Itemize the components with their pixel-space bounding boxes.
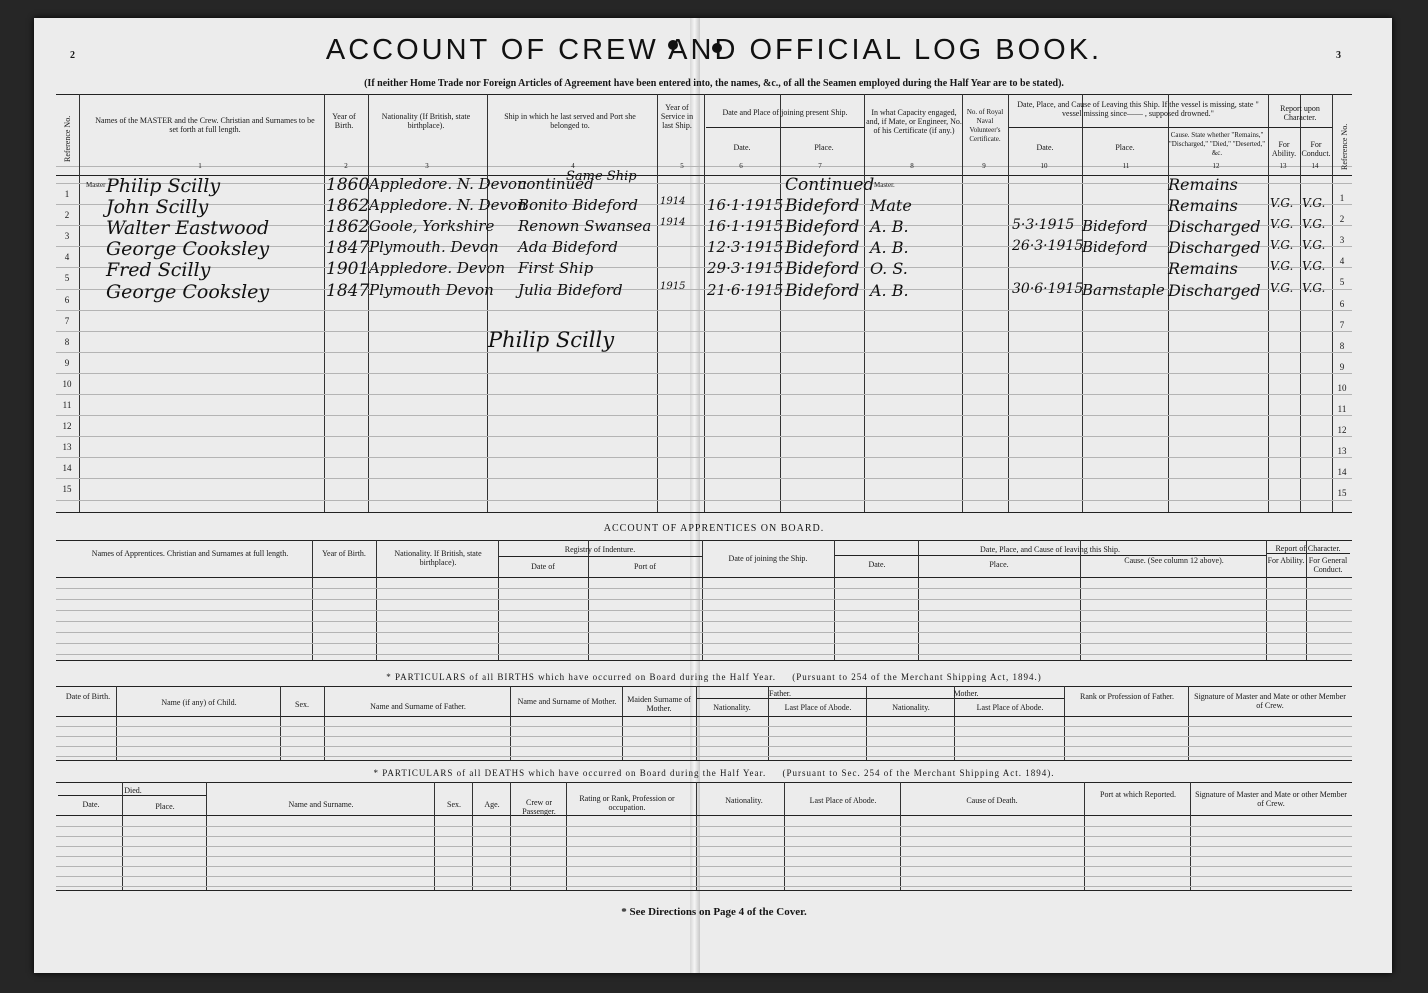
crew-leave-place: Bideford (1082, 217, 1148, 235)
crew-birth: 1862 (326, 217, 370, 237)
crew-birth: 1901 (326, 259, 370, 279)
column-number: 1 (198, 162, 202, 170)
crew-cause: Remains (1168, 175, 1238, 194)
appr-header-birth: Year of Birth. (322, 549, 366, 558)
birth-header-sex: Sex. (295, 700, 309, 709)
crew-capacity: O. S. (870, 259, 908, 278)
crew-conduct: V.G. (1302, 238, 1326, 252)
ruled-line (56, 856, 1352, 857)
table-rule (696, 698, 1064, 699)
crew-cause: Remains (1168, 259, 1238, 278)
ruled-line (56, 621, 1352, 622)
crew-header-report: Report upon Character. (1280, 104, 1320, 122)
crew-last-ship: Ada Bideford (518, 238, 618, 256)
ruled-line (56, 726, 1352, 727)
table-rule (56, 782, 1352, 783)
column-number: 13 (1279, 162, 1287, 170)
crew-ability: V.G. (1270, 238, 1294, 252)
birth-header-mother-nationality: Nationality. (892, 703, 930, 712)
column-number: 14 (1311, 162, 1319, 170)
crew-join-date: 21·6·1915 (707, 281, 784, 299)
death-header-crew: Crew or Passenger. (522, 798, 556, 816)
crew-header-birth: Year of Birth. (332, 112, 356, 130)
crew-header-years: Year of Service in last Ship. (660, 103, 694, 130)
row-number-right: 14 (1337, 467, 1347, 477)
crew-header-ref: Reference No. (63, 115, 72, 162)
crew-header-naval: No. of Royal Naval Volunteer's Certificate. (966, 108, 1004, 143)
crew-cause: Remains (1168, 196, 1238, 215)
crew-last-ship: Julia Bideford (518, 281, 623, 299)
crew-nationality: Plymouth Devon (369, 281, 494, 299)
row-number-right: 5 (1339, 277, 1345, 287)
crew-ability: V.G. (1270, 281, 1294, 295)
death-header-name: Name and Surname. (288, 800, 354, 809)
crew-header-cause: Cause. State whether "Remains," "Discharged," "Died," "Deserted," &c. (1168, 131, 1266, 157)
births-act: (Pursuant to 254 of the Merchant Shipping Act, 1894.) (792, 672, 1042, 682)
master-label: Master (86, 181, 106, 189)
row-number-left: 7 (64, 316, 70, 326)
crew-name: George Cooksley (106, 238, 270, 260)
row-number-right: 8 (1339, 341, 1345, 351)
column-rule (622, 686, 623, 760)
crew-leave-date: 30·6·1915 (1012, 281, 1084, 297)
ruled-line (56, 846, 1352, 847)
page-subtitle: (If neither Home Trade nor Foreign Articles of Agreement have been entered into, the names, &c., of all the Seamen employed during the Half Year are to be stated). (364, 78, 1064, 89)
table-rule (56, 716, 1352, 717)
birth-header-mother-abode: Last Place of Abode. (976, 703, 1044, 712)
crew-nationality: Goole, Yorkshire (369, 217, 495, 235)
crew-last-ship: Bonito Bideford (518, 196, 638, 214)
crew-birth: 1860 (326, 175, 370, 195)
ruled-line (56, 756, 1352, 757)
crew-ability: V.G. (1270, 217, 1294, 231)
death-header-age: Age. (484, 800, 500, 809)
column-rule (1188, 686, 1189, 760)
column-rule (1064, 686, 1065, 760)
column-rule (376, 540, 377, 660)
deaths-act: (Pursuant to Sec. 254 of the Merchant Shipping Act. 1894). (782, 768, 1055, 778)
column-number: 7 (818, 162, 822, 170)
births-title-line (0, 672, 1428, 682)
row-number-right: 10 (1337, 383, 1347, 393)
appr-header-place: Place. (989, 560, 1009, 569)
birth-header-child: Name (if any) of Child. (161, 698, 237, 707)
column-rule (1082, 94, 1083, 512)
row-number-right: 12 (1337, 425, 1347, 435)
column-rule (1080, 540, 1081, 660)
ruled-line (56, 183, 1352, 184)
crew-last-ship: First Ship (518, 259, 594, 277)
column-rule (324, 94, 325, 512)
death-header-signature: Signature of Master and Mate or other Member of Crew. (1195, 790, 1347, 808)
row-number-left: 5 (64, 273, 70, 283)
column-rule (79, 94, 80, 512)
death-header-port: Port at which Reported. (1100, 790, 1176, 799)
crew-cause: Discharged (1168, 217, 1261, 236)
column-number: 11 (1122, 162, 1130, 170)
table-rule (56, 890, 1352, 891)
crew-name: Fred Scilly (106, 259, 211, 281)
row-number-left: 1 (64, 189, 70, 199)
ruled-line (56, 436, 1352, 437)
crew-header-joining: Date and Place of joining present Ship. (722, 108, 848, 117)
table-rule (56, 686, 1352, 687)
log-book-page (34, 18, 1392, 973)
birth-header-rank: Rank or Profession of Father. (1080, 692, 1174, 701)
death-header-abode: Last Place of Abode. (809, 796, 877, 805)
row-number-right: 1 (1339, 193, 1345, 203)
birth-header-maiden: Maiden Surname of Mother. (627, 695, 691, 713)
crew-header-ref-right: Reference No. (1340, 123, 1349, 170)
table-rule (1266, 553, 1350, 554)
appr-header-registry: Registry of Indenture. (564, 545, 636, 554)
ruled-line (56, 394, 1352, 395)
table-rule (58, 795, 206, 796)
ruled-line (56, 500, 1352, 501)
ruled-line (56, 876, 1352, 877)
crew-last-ship: continued (518, 175, 594, 193)
crew-header-conduct: For Conduct. (1301, 140, 1331, 158)
birth-header-signature: Signature of Master and Mate or other Member of Crew. (1194, 692, 1346, 710)
crew-header-ship: Ship in which he last served and Port she belonged to. (504, 112, 636, 130)
deaths-title: * PARTICULARS of all DEATHS which have occurred on Board during the Half Year. (373, 768, 767, 778)
crew-header-leaving: Date, Place, and Cause of Leaving this Ship. If the vessel is missing, state " vessel missing since—— , supposed drowned." (1017, 100, 1259, 118)
table-rule (1008, 127, 1268, 128)
ruled-line (56, 886, 1352, 887)
column-rule (704, 94, 705, 512)
row-number-left: 8 (64, 337, 70, 347)
table-rule (56, 660, 1352, 661)
appr-header-name: Names of Apprentices. Christian and Surnames at full length. (91, 549, 289, 558)
crew-join-place: Bideford (785, 196, 860, 216)
crew-birth: 1847 (326, 238, 370, 258)
row-number-left: 12 (62, 421, 72, 431)
ruled-line (56, 331, 1352, 332)
appr-header-report: Report of Character. (1275, 544, 1341, 553)
row-number-right: 3 (1339, 235, 1345, 245)
row-number-right: 13 (1337, 446, 1347, 456)
ruled-line (56, 310, 1352, 311)
ruled-line (56, 632, 1352, 633)
crew-capacity: A. B. (870, 281, 909, 300)
ruled-line (56, 588, 1352, 589)
column-number: 5 (680, 162, 684, 170)
row-number-left: 13 (62, 442, 72, 452)
crew-header-leave-place: Place. (1115, 143, 1135, 152)
appr-header-leaving: Date, Place, and Cause of leaving this Ship. (980, 545, 1120, 554)
crew-join-date: 16·1·1915 (707, 196, 784, 214)
appr-header-ability: For Ability. (1267, 556, 1305, 565)
master-signature: Philip Scilly (488, 328, 615, 352)
crew-join-place: Bideford (785, 238, 860, 258)
crew-header-date: Date. (733, 143, 751, 152)
crew-capacity: A. B. (870, 217, 909, 236)
crew-nationality: Plymouth. Devon (369, 238, 499, 256)
column-number: 4 (571, 162, 575, 170)
crew-join-place: Bideford (785, 281, 860, 301)
row-number-left: 2 (64, 210, 70, 220)
row-number-left: 14 (62, 463, 72, 473)
death-header-died: Died. (124, 786, 142, 795)
row-number-right: 7 (1339, 320, 1345, 330)
crew-join-place: Continued (785, 175, 875, 195)
table-rule (56, 577, 1352, 578)
ruled-line (56, 415, 1352, 416)
crew-years-service: 1915 (660, 281, 686, 292)
row-number-right: 4 (1339, 256, 1345, 266)
ruled-line (56, 746, 1352, 747)
right-page-number: 3 (1336, 50, 1341, 61)
crew-birth: 1862 (326, 196, 370, 216)
crew-join-place: Bideford (785, 259, 860, 279)
ruled-line (56, 478, 1352, 479)
crew-leave-date: 5·3·1915 (1012, 217, 1075, 233)
birth-header-father-abode: Last Place of Abode. (784, 703, 852, 712)
crew-capacity: Mate (870, 196, 912, 215)
death-header-date: Date. (82, 800, 100, 809)
column-rule (866, 686, 867, 760)
crew-ability: V.G. (1270, 259, 1294, 273)
ruled-line (56, 866, 1352, 867)
row-number-right: 9 (1339, 362, 1345, 372)
crew-join-date: 16·1·1915 (707, 217, 784, 235)
death-header-cause: Cause of Death. (966, 796, 1018, 805)
ruled-line (56, 610, 1352, 611)
master-capacity-label: Master. (874, 181, 895, 189)
page-title: ACCOUNT OF CREW AND OFFICIAL LOG BOOK. (325, 34, 1103, 66)
crew-name: George Cooksley (106, 281, 270, 303)
column-number: 9 (982, 162, 986, 170)
death-header-rating: Rating or Rank, Profession or occupation. (579, 794, 675, 812)
row-number-left: 15 (62, 484, 72, 494)
crew-cause: Discharged (1168, 238, 1261, 257)
ruled-line (56, 457, 1352, 458)
ruled-line (56, 736, 1352, 737)
column-number: 2 (344, 162, 348, 170)
crew-conduct: V.G. (1302, 259, 1326, 273)
appr-header-date: Date. (868, 560, 886, 569)
column-rule (864, 94, 865, 512)
crew-join-place: Bideford (785, 217, 860, 237)
death-header-sex: Sex. (447, 800, 461, 809)
column-rule (324, 686, 325, 760)
crew-header-capacity: In what Capacity engaged, and, if Mate, or Engineer, No. of his Certificate (if any.) (866, 108, 962, 135)
crew-capacity: A. B. (870, 238, 909, 257)
row-number-left: 4 (64, 252, 70, 262)
crew-header-nationality: Nationality (If British, state birthplace). (381, 112, 471, 130)
births-title: * PARTICULARS of all BIRTHS which have occurred on Board during the Half Year. (386, 672, 777, 682)
deaths-title-line (0, 768, 1428, 778)
crew-conduct: V.G. (1302, 217, 1326, 231)
appr-header-date-of: Date of (531, 562, 555, 571)
ruled-line (56, 643, 1352, 644)
apprentices-title: ACCOUNT OF APPRENTICES ON BOARD. (603, 523, 825, 534)
appr-header-nationality: Nationality. If British, state birthplace). (394, 549, 482, 567)
crew-header-name: Names of the MASTER and the Crew. Christian and Surnames to be set forth at full length. (95, 116, 315, 134)
row-number-right: 11 (1337, 404, 1347, 414)
crew-conduct: V.G. (1302, 281, 1326, 295)
row-number-left: 10 (62, 379, 72, 389)
ruled-line (56, 373, 1352, 374)
table-rule (498, 556, 702, 557)
crew-name: Walter Eastwood (106, 217, 270, 239)
death-header-nationality: Nationality. (725, 796, 763, 805)
column-number: 6 (739, 162, 743, 170)
crew-leave-date: 26·3·1915 (1012, 238, 1084, 254)
crew-years-service: 1914 (660, 196, 686, 207)
table-rule (56, 815, 1352, 816)
row-number-left: 3 (64, 231, 70, 241)
birth-header-father-name: Name and Surname of Father. (370, 702, 466, 711)
crew-name: John Scilly (106, 196, 209, 218)
row-number-left: 11 (62, 400, 72, 410)
ruled-line (56, 836, 1352, 837)
ruled-line (56, 352, 1352, 353)
ruled-line (56, 267, 1352, 268)
column-number: 8 (910, 162, 914, 170)
appr-header-port-of: Port of (634, 562, 656, 571)
crew-nationality: Appledore. N. Devon (369, 196, 527, 214)
birth-header-father: Father. (769, 689, 791, 698)
crew-nationality: Appledore. N. Devon (369, 175, 527, 193)
column-rule (510, 686, 511, 760)
crew-header-leave-date: Date. (1036, 143, 1054, 152)
column-rule (918, 540, 919, 660)
appr-header-conduct: For General Conduct. (1308, 556, 1348, 574)
crew-birth: 1847 (326, 281, 370, 301)
footer-note: * See Directions on Page 4 of the Cover. (621, 906, 807, 918)
row-number-left: 6 (64, 295, 70, 305)
birth-header-date: Date of Birth. (65, 692, 111, 701)
column-rule (280, 686, 281, 760)
crew-nationality: Appledore. Devon (369, 259, 505, 277)
ruled-line (56, 826, 1352, 827)
death-header-place: Place. (155, 802, 175, 811)
column-number: 12 (1212, 162, 1220, 170)
column-rule (368, 94, 369, 512)
crew-cause: Discharged (1168, 281, 1261, 300)
ruled-line (56, 599, 1352, 600)
birth-header-mother: Mother. (953, 689, 979, 698)
column-rule (657, 94, 658, 512)
column-rule (116, 686, 117, 760)
table-rule (56, 760, 1352, 761)
column-number: 10 (1040, 162, 1048, 170)
column-number: 3 (425, 162, 429, 170)
left-page-number: 2 (70, 50, 75, 61)
column-rule (780, 94, 781, 512)
crew-header-place: Place. (814, 143, 834, 152)
crew-years-service: 1914 (660, 217, 686, 228)
column-rule (1008, 94, 1009, 512)
row-number-left: 9 (64, 358, 70, 368)
row-number-right: 15 (1337, 488, 1347, 498)
table-rule (706, 127, 864, 128)
crew-name: Philip Scilly (106, 175, 221, 197)
crew-conduct: V.G. (1302, 196, 1326, 210)
crew-join-date: 12·3·1915 (707, 238, 784, 256)
crew-leave-place: Bideford (1082, 238, 1148, 256)
row-number-right: 6 (1339, 299, 1345, 309)
column-rule (962, 94, 963, 512)
same-ship-note: Same Ship (566, 169, 637, 184)
ruled-line (56, 654, 1352, 655)
column-rule (588, 540, 589, 660)
crew-header-ability: For Ability. (1271, 140, 1297, 158)
crew-leave-place: Barnstaple (1082, 281, 1165, 299)
row-number-right: 2 (1339, 214, 1345, 224)
column-rule (702, 540, 703, 660)
birth-header-mother-name: Name and Surname of Mother. (517, 697, 617, 706)
crew-last-ship: Renown Swansea (518, 217, 652, 235)
crew-ability: V.G. (1270, 196, 1294, 210)
ruled-line (56, 204, 1352, 205)
table-rule (56, 540, 1352, 541)
column-rule (312, 540, 313, 660)
column-rule (498, 540, 499, 660)
appr-header-cause: Cause. (See column 12 above). (1124, 556, 1224, 565)
birth-header-father-nationality: Nationality. (713, 703, 751, 712)
crew-join-date: 29·3·1915 (707, 259, 784, 277)
appr-header-joining: Date of joining the Ship. (728, 554, 808, 563)
column-rule (487, 94, 488, 512)
table-rule (56, 512, 1352, 513)
column-rule (834, 540, 835, 660)
